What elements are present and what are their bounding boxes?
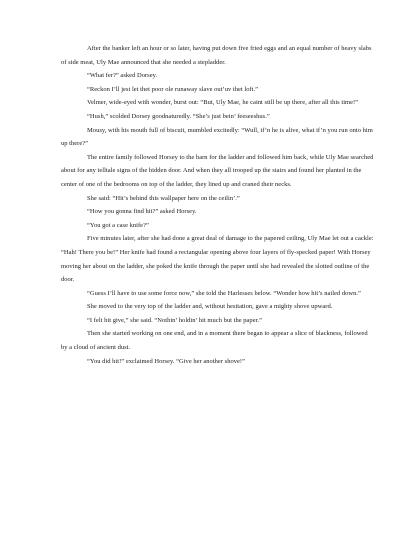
paragraph: “Hush,” scolded Dorsey goodnaturedly. “She’s just bein’ feeseeshus.”	[87, 112, 270, 120]
paragraph: “Reckon I’ll jest let thet poor ole runaway slave out’uv thet loft.”	[87, 85, 259, 93]
paragraph: Mousy, with his mouth full of biscuit, mumbled excitedly: “Wull, if’n he is alive, what if’n you run onto him up there?”	[61, 126, 373, 148]
body-text	[61, 42, 374, 368]
paragraph: “I felt hit give,” she said. “Nothin’ holdin’ hit much but the paper.”	[87, 316, 262, 324]
paragraph: Velmer, wide-eyed with wonder, burst out: “But, Uly Mae, he caint still be up there, after all this time!”	[87, 99, 359, 107]
paragraph: After the banker left an hour or so later, having put down five fried eggs and an equal number of heavy slabs of side meat, Uly Mae announced that she needed a stepladder.	[61, 45, 372, 66]
paragraph: Five minutes later, after she had done a great deal of damage to the papered ceiling, Uly Mae let out a cackle: “Hah! There you be!” Her knife had found a rectangular opening above four layers of fly-specked paper! With Horsey moving her about on the ladder, she poked the knife through the paper until she had revealed the slotted outline of the door.	[61, 235, 374, 284]
paragraph: “You did hit!” exclaimed Horsey. “Give her another shove!”	[87, 357, 246, 365]
paragraph: The entire family followed Horsey to the barn for the ladder and followed him back, while Uly Mae searched about for any telltale signs of the hidden door. And when they all trooped up the stairs and found her planted in the center of one of the bedrooms on top of the ladder, they lined up and craned their necks.	[61, 153, 374, 188]
paragraph: Then she started working on one end, and in a moment there began to appear a slice of blackness, followed by a cloud of ancient dust.	[61, 330, 368, 352]
paragraph: “What fer?” asked Dorsey.	[87, 72, 158, 80]
paragraph: “You got a case knife?”	[87, 221, 149, 229]
paragraph: “How you gonna find hit?” asked Horsey.	[87, 208, 197, 216]
paragraph: “Guess I’ll have to use some force now,” she told the Harlesses below. “Wonder how hit’s nailed down.”	[87, 289, 361, 297]
paragraph: She said: “Hit’s behind this wallpaper here on the ceilin’.”	[87, 194, 240, 202]
paragraph: She moved to the very top of the ladder and, without hesitation, gave a mighty shove upward.	[87, 303, 333, 311]
